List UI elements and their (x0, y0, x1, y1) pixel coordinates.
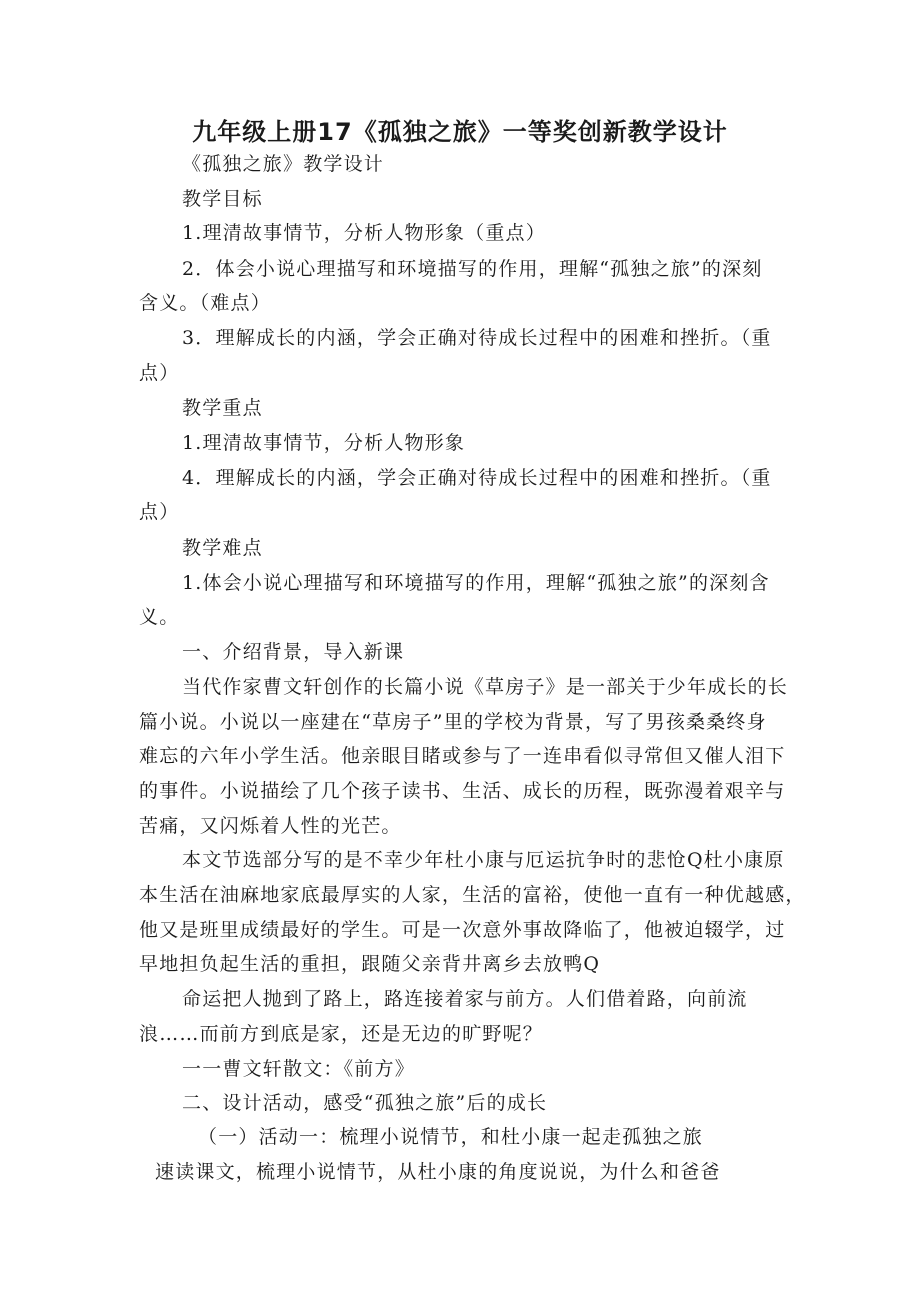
paragraph-line: 命运把人抛到了路上，路连接着家与前方。人们借着路，向前流 (182, 988, 748, 1010)
paragraph-line: 难忘的六年小学生活。他亲眼目睹或参与了一连串看似寻常但又催人泪下 (139, 745, 786, 767)
subsection-heading: （一）活动一：梳理小说情节，和杜小康一起走孤独之旅 (198, 1126, 704, 1148)
section-heading: 教学难点 (182, 537, 263, 559)
paragraph-line: 早地担负起生活的重担，跟随父亲背井离乡去放鸭Q (139, 953, 601, 975)
paragraph-line: 浪……而前方到底是家，还是无边的旷野呢？ (139, 1023, 544, 1045)
paragraph-line: 速读课文，梳理小说情节，从杜小康的角度说说，为什么和爸爸 (155, 1161, 721, 1183)
section-heading: 一、介绍背景，导入新课 (182, 641, 405, 663)
paragraph-line: 他又是班里成绩最好的学生。可是一次意外事故降临了，他被迫辍学，过 (139, 919, 786, 941)
section-heading: 二、设计活动，感受“孤独之旅”后的成长 (182, 1092, 548, 1114)
paragraph-line: 3．理解成长的内涵，学会正确对待成长过程中的困难和挫折。（重 (182, 327, 772, 349)
paragraph-line: 点） (139, 362, 180, 384)
paragraph-line: 1.体会小说心理描写和环境描写的作用，理解“孤独之旅”的深刻含 (182, 572, 770, 594)
paragraph-line: 点） (139, 501, 180, 523)
section-heading: 教学目标 (182, 188, 263, 210)
document-title: 九年级上册17《孤独之旅》一等奖创新教学设计 (192, 118, 728, 146)
paragraph-line: 苦痛，又闪烁着人性的光芒。 (139, 815, 402, 837)
quote-source: 一一曹文轩散文：《前方》 (182, 1058, 415, 1080)
subtitle: 《孤独之旅》教学设计 (182, 153, 385, 175)
paragraph-line: 本生活在油麻地家底最厚实的人家，生活的富裕，使他一直有一种优越感， (139, 884, 806, 906)
paragraph-line: 2．体会小说心理描写和环境描写的作用，理解“孤独之旅”的深刻 (182, 258, 763, 280)
paragraph-line: 1.理清故事情节，分析人物形象 (182, 432, 466, 454)
paragraph-line: 篇小说。小说以一座建在“草房子”里的学校为背景，写了男孩桑桑终身 (139, 711, 767, 733)
paragraph-line: 本文节选部分写的是不幸少年杜小康与厄运抗争时的悲怆Q杜小康原 (182, 849, 785, 871)
paragraph-line: 4．理解成长的内涵，学会正确对待成长过程中的困难和挫折。（重 (182, 467, 772, 489)
paragraph-line: 1.理清故事情节，分析人物形象（重点） (182, 222, 546, 244)
paragraph-line: 的事件。小说描绘了几个孩子读书、生活、成长的历程，既弥漫着艰辛与 (139, 780, 786, 802)
paragraph-line: 义。 (139, 606, 180, 628)
paragraph-line: 当代作家曹文轩创作的长篇小说《草房子》是一部关于少年成长的长 (182, 676, 789, 698)
paragraph-line: 含义。（难点） (139, 292, 271, 314)
section-heading: 教学重点 (182, 397, 263, 419)
